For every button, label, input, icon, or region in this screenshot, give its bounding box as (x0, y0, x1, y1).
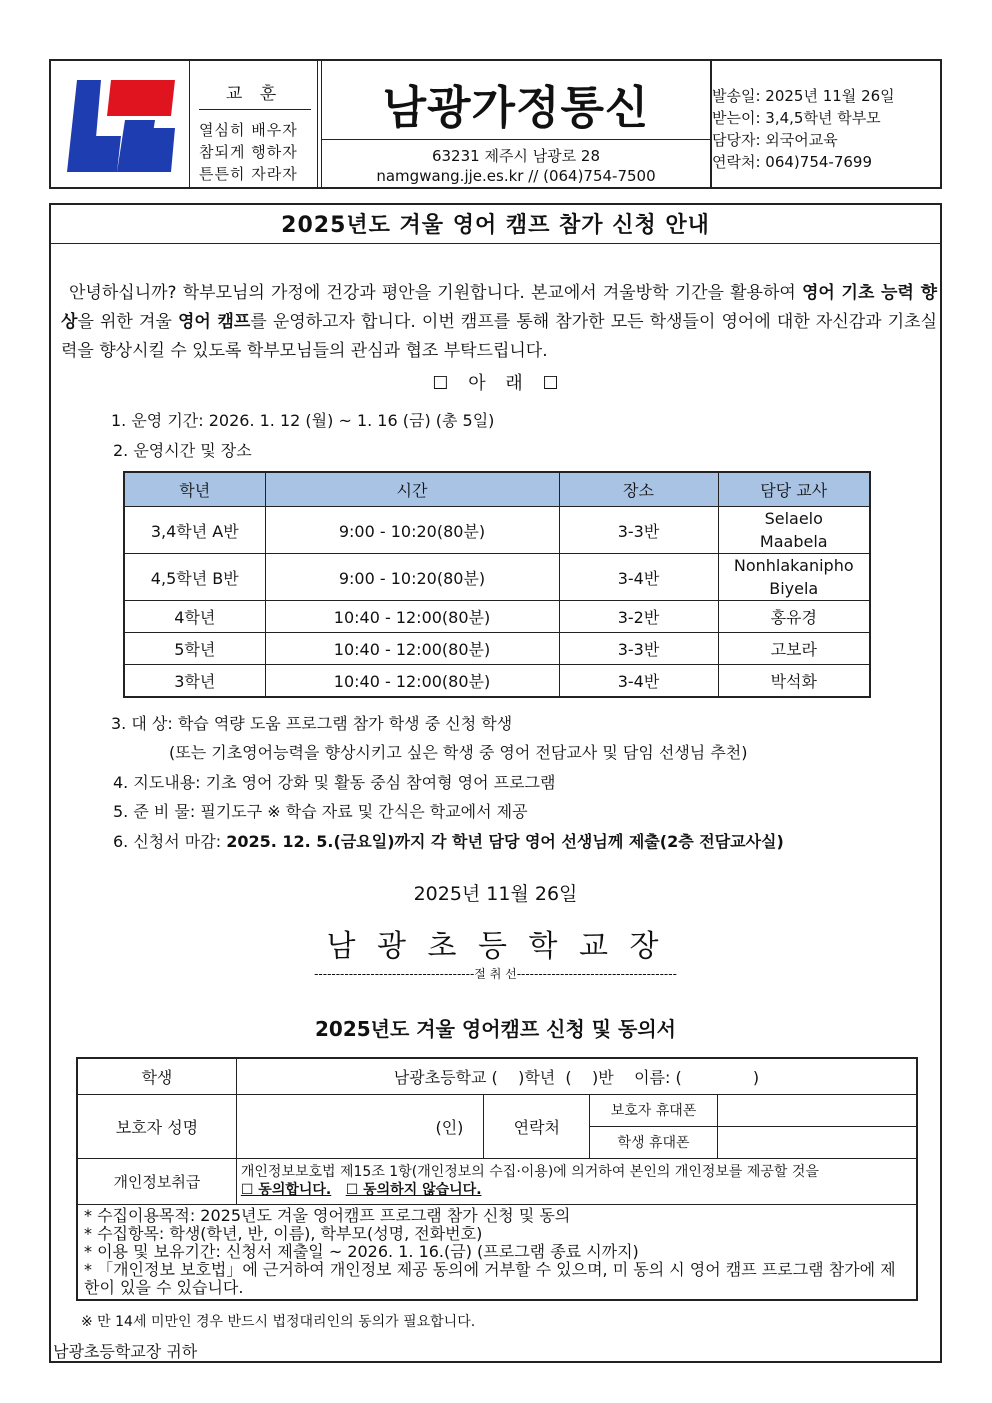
student-row (77, 1058, 917, 1094)
application-form (76, 1057, 918, 1301)
school-address: 63231 제주시 남광로 28 (431, 147, 601, 165)
table-cell: 박석화 (718, 665, 870, 697)
send-date: 발송일: 2025년 11월 26일 (712, 87, 895, 105)
item-target: 3. 대 상: 학습 역량 도움 프로그램 참가 학생 중 신청 학생 (111, 714, 513, 733)
student-phone-label: 학생 휴대폰 (590, 1126, 718, 1158)
table-row (124, 554, 870, 601)
table-cell: 9:00 - 10:20(80분) (265, 507, 559, 554)
minor-consent-note: ※ 만 14세 미만인 경우 반드시 법정대리인의 동의가 필요합니다. (81, 1314, 476, 1330)
school-logo-icon (63, 76, 179, 176)
table-cell: 4,5학년 B반 (124, 554, 265, 601)
guardian-name-field[interactable] (236, 1094, 484, 1158)
notes-row (77, 1204, 917, 1300)
column-header: 담당 교사 (718, 472, 870, 507)
privacy-text: 개인정보보호법 제15조 1항(개인정보의 수집·이용)에 의거하여 본인의 개인정보를 제공할 것을 (240, 1164, 819, 1180)
table-cell: 4학년 (124, 601, 265, 633)
contact-label: 연락처 (484, 1094, 590, 1158)
notice-date: 2025년 11월 26일 (413, 883, 578, 905)
divider (199, 109, 311, 110)
teacher-first-name: Nonhlakanipho (733, 556, 854, 575)
title-cell (321, 61, 711, 187)
item-content: 4. 지도내용: 기초 영어 강화 및 활동 중심 참여형 영어 프로그램 (113, 773, 556, 792)
privacy-consent (236, 1158, 917, 1204)
guardian-row (77, 1094, 917, 1126)
seal-label: (인) (435, 1117, 464, 1137)
privacy-label: 개인정보취급 (77, 1158, 236, 1204)
principal-signature: 남 광 초 등 학 교 장 (326, 929, 665, 964)
below-heading: ☐ 아 래 ☐ (432, 373, 559, 394)
column-header: 시간 (265, 472, 559, 507)
item-deadline: 6. 신청서 마감: 2025. 12. 5.(금요일)까지 각 학년 담당 영어 선생님께 제출(2층 전담교사실) (113, 832, 784, 851)
table-cell: 3학년 (124, 665, 265, 697)
item-supplies: 5. 준 비 물: 필기도구 ※ 학습 자료 및 간식은 학교에서 제공 (113, 802, 528, 821)
guardian-phone-field[interactable] (717, 1094, 917, 1126)
student-info-field[interactable]: 남광초등학교 ( )학년 ( )반 이름: ( ) (236, 1058, 917, 1094)
note-line: * 이용 및 보유기간: 신청서 제출일 ~ 2026. 1. 16.(금) (프로그램 종료 시까지) (84, 1241, 639, 1261)
addressee: 남광초등학교장 귀하 (53, 1342, 198, 1361)
disagree-checkbox[interactable]: ☐ 동의하지 않습니다. (345, 1182, 482, 1198)
item-period: 1. 운영 기간: 2026. 1. 12 (월) ~ 1. 16 (금) (총 5일) (111, 411, 495, 430)
item-time-place: 2. 운영시간 및 장소 (113, 441, 252, 460)
notice-body (49, 203, 942, 1363)
table-row (124, 601, 870, 633)
table-cell: 고보라 (718, 633, 870, 665)
table-row (124, 633, 870, 665)
motto-title: 교 훈 (225, 84, 283, 104)
table-cell: 3-3반 (559, 507, 718, 554)
table-row (124, 665, 870, 697)
guardian-label: 보호자 성명 (77, 1094, 236, 1158)
table-cell: 3,4학년 A반 (124, 507, 265, 554)
student-label: 학생 (77, 1058, 236, 1094)
table-cell: Selaelo Maabela (718, 507, 870, 554)
table-cell: 3-4반 (559, 665, 718, 697)
item-target-note: (또는 기초영어능력을 향상시키고 싶은 학생 중 영어 전담교사 및 담임 선생님 추천) (169, 743, 748, 762)
recipient: 받는이: 3,4,5학년 학부모 (712, 109, 881, 127)
intro-paragraph: 안녕하십니까? 학부모님의 가정에 건강과 평안을 기원합니다. 본교에서 겨울방학 기간을 활용하여 영어 기초 능력 향상을 위한 겨울 영어 캠프를 운영하고자 합니다. 이번 캠프를 통해 참가한 모든 학생들이 영어에 대한 자신감과 기초실력을 향상시킬 수 있도록 학부모님들의 관심과 협조 부탁드립니다. (61, 283, 938, 361)
guardian-phone-label: 보호자 휴대폰 (590, 1094, 718, 1126)
note-line: * 「개인정보 보호법」에 근거하여 개인정보 제공 동의에 거부할 수 있으며, 미 동의 시 영어 캠프 프로그램 참가에 제한이 있을 수 있습니다. (84, 1259, 896, 1297)
motto-line: 참되게 행하자 (199, 143, 298, 161)
table-cell: 10:40 - 12:00(80분) (265, 633, 559, 665)
privacy-notes (77, 1204, 917, 1300)
table-header-row (124, 472, 870, 507)
table-cell: 9:00 - 10:20(80분) (265, 554, 559, 601)
privacy-row (77, 1158, 917, 1204)
schedule-table (123, 471, 871, 698)
column-header: 장소 (559, 472, 718, 507)
table-row (124, 507, 870, 554)
department: 담당자: 외국어교육 (712, 131, 838, 149)
table-cell: 10:40 - 12:00(80분) (265, 601, 559, 633)
column-header: 학년 (124, 472, 265, 507)
newsletter-header (49, 59, 942, 189)
newsletter-title: 남광가정통신 (382, 81, 650, 134)
school-logo-cell (51, 61, 190, 187)
motto-cell (191, 61, 318, 187)
cut-line: -------------------------------------절 취 선------------------------------------- (314, 967, 677, 981)
table-cell: 5학년 (124, 633, 265, 665)
notice-title: 2025년도 겨울 영어 캠프 참가 신청 안내 (281, 213, 710, 238)
table-cell: 홍유경 (718, 601, 870, 633)
note-line: * 수집이용목적: 2025년도 겨울 영어캠프 프로그램 참가 신청 및 동의 (84, 1205, 571, 1225)
send-info-cell (711, 61, 941, 187)
teacher-last-name: Biyela (769, 579, 819, 598)
motto-line: 튼튼히 자라자 (199, 165, 298, 183)
note-line: * 수집항목: 학생(학년, 반, 이름), 학부모(성명, 전화번호) (84, 1223, 483, 1243)
agree-checkbox[interactable]: ☐ 동의합니다. (240, 1182, 332, 1198)
divider (51, 243, 940, 244)
table-cell (718, 554, 870, 601)
divider (322, 139, 710, 140)
table-cell: 3-3반 (559, 633, 718, 665)
table-cell: 10:40 - 12:00(80분) (265, 665, 559, 697)
table-cell: 3-4반 (559, 554, 718, 601)
school-contact: namgwang.jje.es.kr // (064)754-7500 (376, 167, 656, 185)
form-title: 2025년도 겨울 영어캠프 신청 및 동의서 (315, 1017, 676, 1041)
phone: 연락처: 064)754-7699 (712, 153, 872, 171)
motto-line: 열심히 배우자 (199, 121, 298, 139)
student-phone-field[interactable] (717, 1126, 917, 1158)
table-cell: 3-2반 (559, 601, 718, 633)
